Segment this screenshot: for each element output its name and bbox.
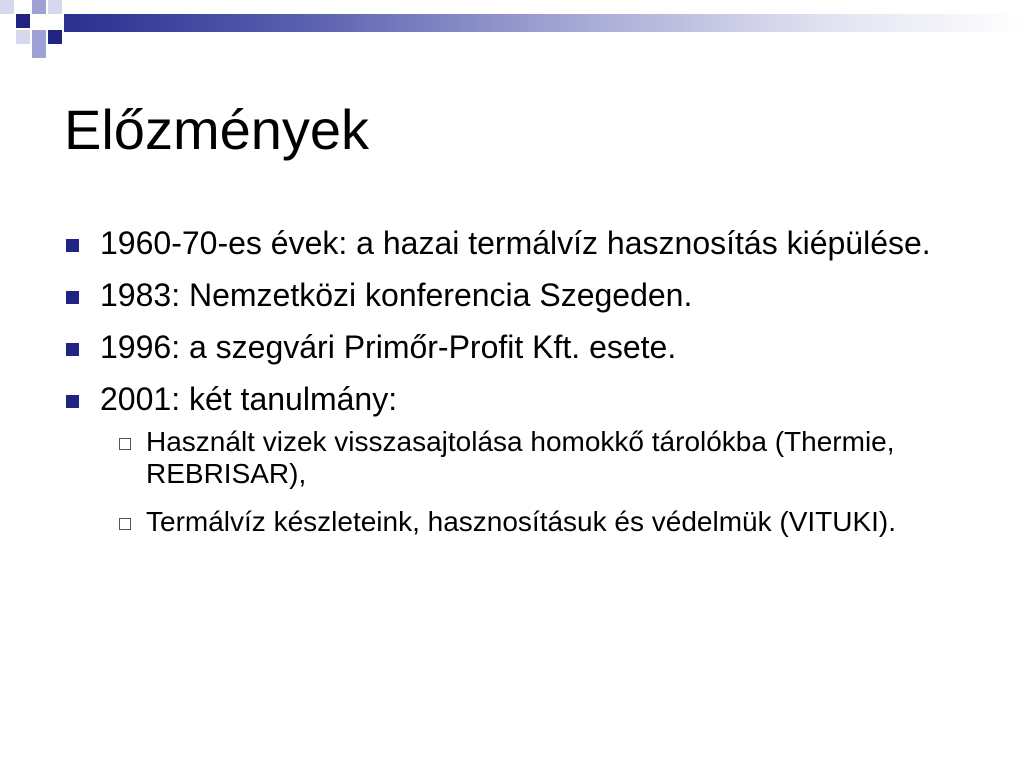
- header-square-decoration: [32, 30, 46, 44]
- sub-bullet-item: [100, 506, 964, 538]
- square-bullet-icon: [66, 395, 79, 408]
- hollow-square-bullet-icon: [119, 438, 131, 450]
- bullet-item: [64, 276, 964, 314]
- bullet-text: 1960-70-es évek: a hazai termálvíz hasznosítás kiépülése.: [100, 225, 931, 261]
- bullet-item: [64, 380, 964, 538]
- header-square-decoration: [48, 30, 62, 44]
- header-square-decoration: [16, 14, 30, 28]
- bullet-list: [64, 224, 964, 554]
- bullet-item: [64, 224, 964, 262]
- header-square-decoration: [32, 44, 46, 58]
- header-square-decoration: [0, 0, 14, 14]
- bullet-text: 1996: a szegvári Primőr-Profit Kft. esete.: [100, 329, 677, 365]
- square-bullet-icon: [66, 239, 79, 252]
- header-gradient-band: [64, 14, 1024, 32]
- header-square-decoration: [32, 0, 46, 14]
- slide-title: Előzmények: [64, 98, 370, 161]
- hollow-square-bullet-icon: [119, 518, 131, 530]
- header-square-decoration: [48, 0, 62, 14]
- sub-bullet-list: [100, 426, 964, 538]
- square-bullet-icon: [66, 343, 79, 356]
- bullet-text: 1983: Nemzetközi konferencia Szegeden.: [100, 277, 693, 313]
- bullet-item: [64, 328, 964, 366]
- sub-bullet-text: Használt vizek visszasajtolása homokkő tárolókba (Thermie, REBRISAR),: [146, 426, 895, 489]
- bullet-text: 2001: két tanulmány:: [100, 381, 398, 417]
- header-square-decoration: [16, 30, 30, 44]
- sub-bullet-text: Termálvíz készleteink, hasznosításuk és védelmük (VITUKI).: [146, 506, 897, 537]
- square-bullet-icon: [66, 291, 79, 304]
- sub-bullet-item: [100, 426, 964, 490]
